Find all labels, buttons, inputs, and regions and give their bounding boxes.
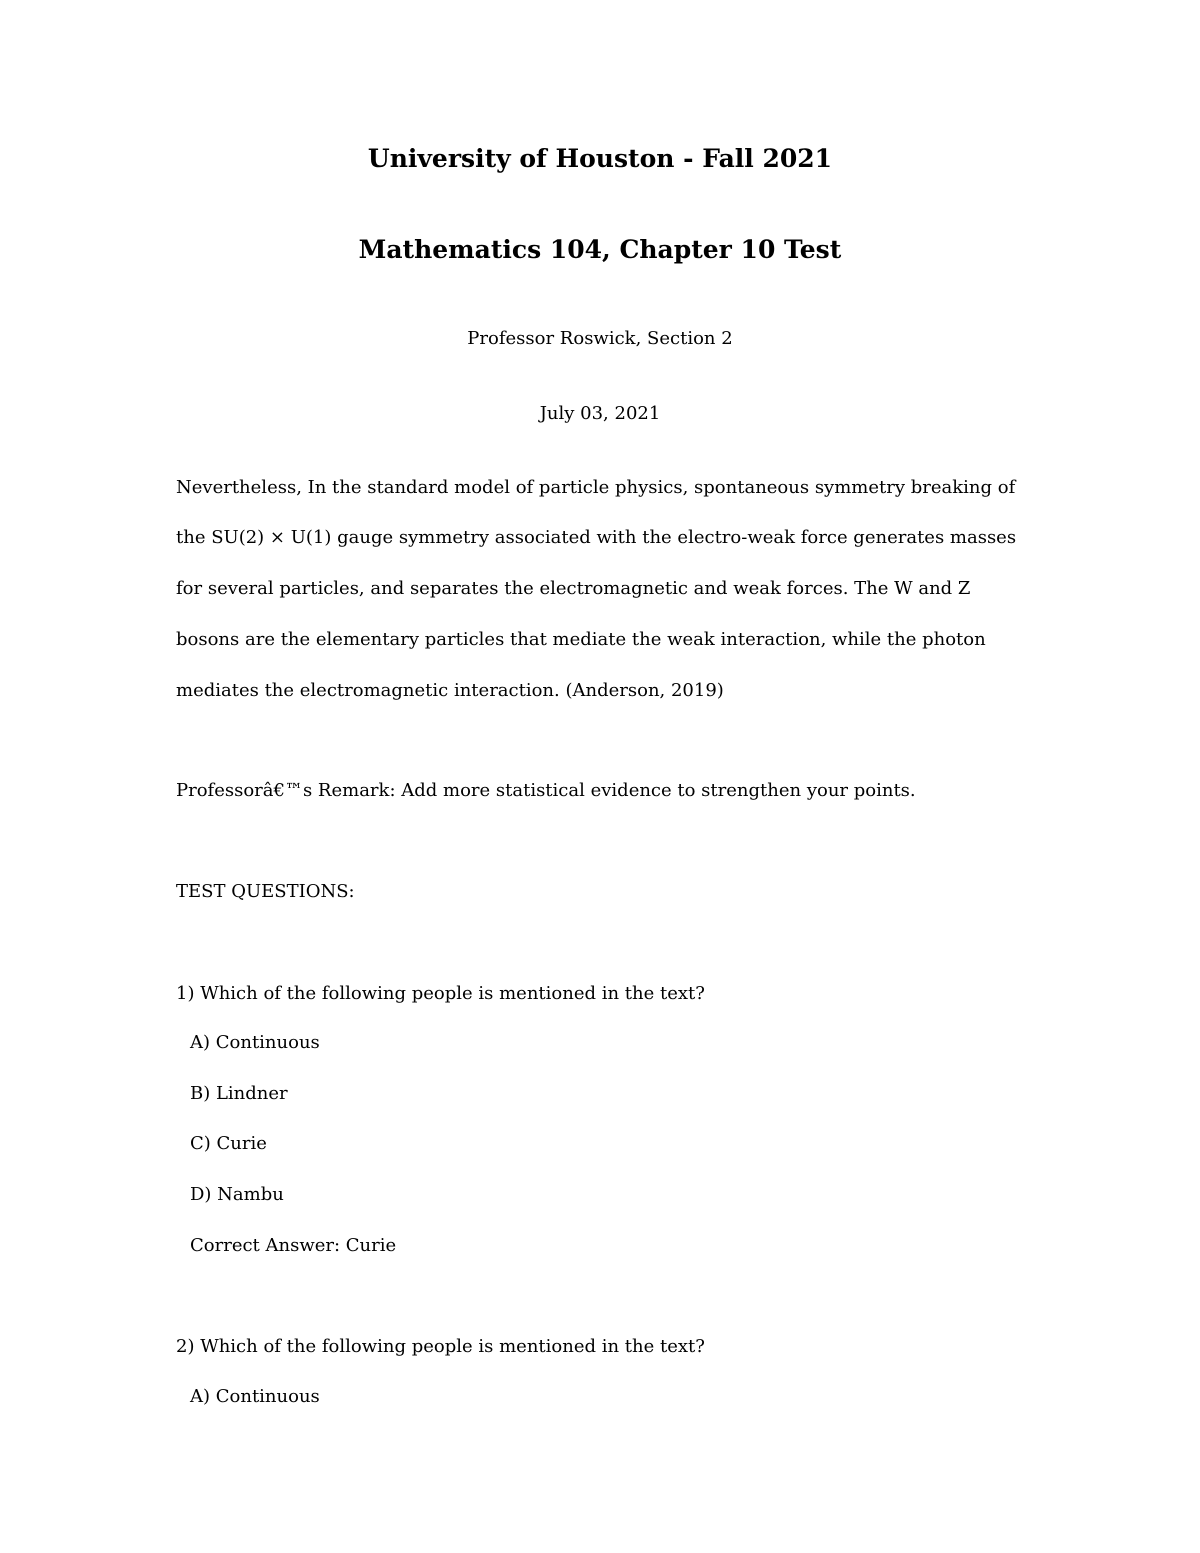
professor-section: Professor Roswick, Section 2 <box>467 328 733 349</box>
passage-line: Nevertheless, In the standard model of particle physics, spontaneous symmetry breaking of <box>176 477 1016 498</box>
answer-option: D) Nambu <box>190 1184 284 1205</box>
professor-remark: Professorâ€™s Remark: Add more statistical evidence to strengthen your points. <box>176 780 916 801</box>
passage-line: bosons are the elementary particles that mediate the weak interaction, while the photon <box>176 629 986 650</box>
answer-option: A) Continuous <box>190 1032 320 1053</box>
answer-option: A) Continuous <box>190 1386 320 1407</box>
test-date: July 03, 2021 <box>539 403 661 424</box>
university-title: University of Houston - Fall 2021 <box>367 144 833 173</box>
passage-line: mediates the electromagnetic interaction. (Anderson, 2019) <box>176 680 724 701</box>
answer-option: B) Lindner <box>190 1083 288 1104</box>
answer-option: C) Curie <box>190 1133 267 1154</box>
test-questions-heading: TEST QUESTIONS: <box>176 881 355 902</box>
passage-line: the SU(2) × U(1) gauge symmetry associated with the electro-weak force generates masses <box>176 527 1017 548</box>
question-prompt: 1) Which of the following people is mentioned in the text? <box>176 983 705 1004</box>
correct-answer: Correct Answer: Curie <box>190 1235 397 1256</box>
passage-line: for several particles, and separates the electromagnetic and weak forces. The W and Z <box>176 578 971 599</box>
course-title: Mathematics 104, Chapter 10 Test <box>358 235 842 264</box>
question-prompt: 2) Which of the following people is mentioned in the text? <box>176 1336 705 1357</box>
